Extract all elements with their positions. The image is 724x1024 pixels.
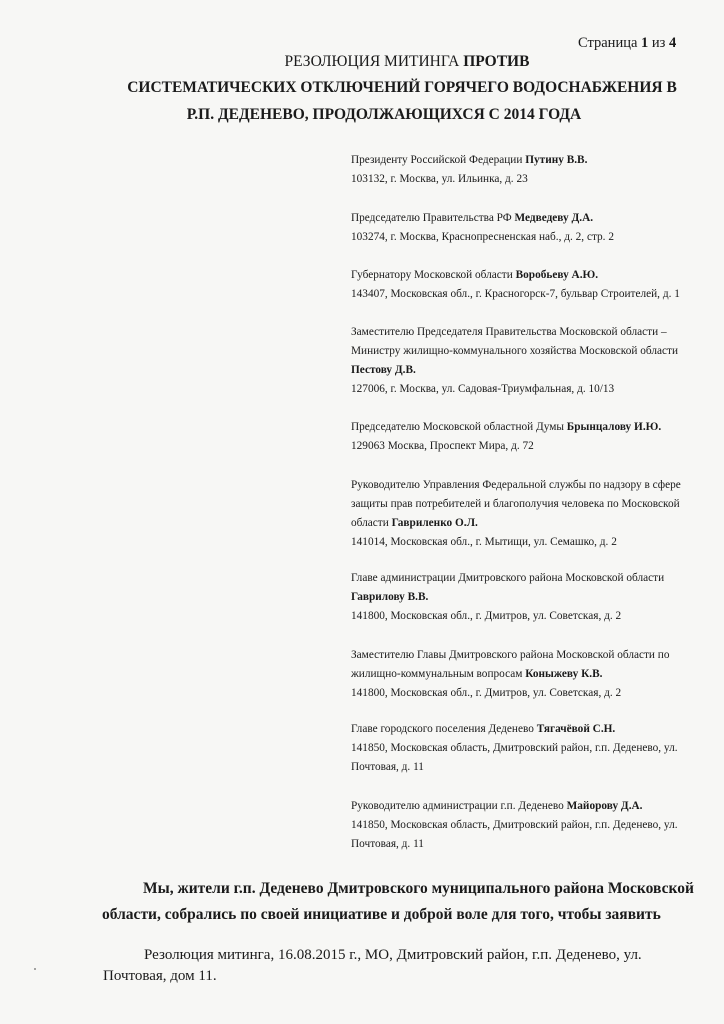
addressee-line — [351, 209, 691, 228]
addressee-line — [351, 228, 691, 247]
title-line-3: Р.П. ДЕДЕНЕВО, ПРОДОЛЖАЮЩИХСЯ С 2014 ГОДА — [186, 106, 582, 123]
addressee-line — [351, 816, 691, 835]
addressee-text: Заместителю Главы Дмитровского района Московской области по — [351, 649, 670, 661]
addressee-name: Путину В.В. — [525, 154, 588, 166]
addressee-name: Воробьеву А.Ю. — [515, 269, 599, 281]
addressee-line — [351, 380, 691, 399]
footer-line-2: Почтовая, дом 11. — [103, 968, 217, 984]
title-line-1 — [45, 53, 724, 71]
addressee-block — [351, 418, 691, 456]
addressee-name: Майорову Д.А. — [566, 800, 643, 812]
addressee-name: Тягачёвой С.Н. — [536, 723, 616, 735]
addressee-line — [351, 514, 691, 533]
addressee-name: Гавриленко О.Л. — [391, 517, 478, 529]
addressee-line — [351, 476, 691, 495]
addressee-block — [351, 266, 691, 304]
addressee-text: Главе администрации Дмитровского района Московской области — [351, 572, 665, 584]
addressee-text: Руководителю администрации г.п. Деденево — [351, 800, 567, 812]
page-number-sep: из — [648, 35, 670, 51]
addressee-text: 103274, г. Москва, Краснопресненская наб., д. 2, стр. 2 — [351, 231, 614, 243]
footer-line-1: Резолюция митинга, 16.08.2015 г., МО, Дмитровский район, г.п. Деденево, ул. — [144, 947, 642, 963]
addressee-block — [351, 151, 691, 189]
addressee-text: 129063 Москва, Проспект Мира, д. 72 — [351, 440, 534, 452]
addressee-block — [351, 720, 691, 777]
addressee-line — [351, 646, 691, 665]
addressee-name: Медведеву Д.А. — [514, 212, 594, 224]
addressee-line — [351, 151, 691, 170]
addressee-line — [351, 342, 691, 361]
title-line-1-bold: ПРОТИВ — [463, 53, 530, 70]
addressee-text: 141800, Московская обл., г. Дмитров, ул. Советская, д. 2 — [351, 687, 622, 699]
addressee-line — [351, 684, 691, 703]
addressee-text: Председателю Правительства РФ — [351, 212, 515, 224]
addressee-name: Гаврилову В.В. — [351, 591, 429, 603]
addressee-line — [351, 835, 691, 854]
addressee-text: Почтовая, д. 11 — [351, 761, 424, 773]
addressee-line — [351, 323, 691, 342]
body-line-2: области, собрались по своей инициативе и доброй воле для того, чтобы заявить — [102, 906, 661, 923]
addressee-line — [351, 797, 691, 816]
addressee-line — [351, 758, 691, 777]
addressee-line — [351, 361, 691, 380]
addressee-line — [351, 418, 691, 437]
addressee-text: 143407, Московская обл., г. Красногорск-7, бульвар Строителей, д. 1 — [351, 288, 680, 300]
addressee-text: Президенту Российской Федерации — [351, 154, 526, 166]
addressee-block — [351, 797, 691, 854]
addressee-line — [351, 495, 691, 514]
addressee-text: Председателю Московской областной Думы — [351, 421, 567, 433]
addressee-line — [351, 739, 691, 758]
title-line-1-regular: РЕЗОЛЮЦИЯ МИТИНГА — [284, 53, 464, 70]
addressee-text: Министру жилищно-коммунального хозяйства Московской области — [351, 345, 678, 357]
addressee-name: Пестову Д.В. — [351, 364, 416, 376]
addressee-text: Главе городского поселения Деденево — [351, 723, 537, 735]
addressee-line — [351, 170, 691, 189]
page-number-prefix: Страница — [578, 35, 642, 51]
page-number-total: 4 — [669, 35, 677, 51]
addressee-text: Губернатору Московской области — [351, 269, 516, 281]
addressee-line — [351, 569, 691, 588]
addressee-text: Руководителю Управления Федеральной службы по надзору в сфере — [351, 479, 681, 491]
title-line-2: СИСТЕМАТИЧЕСКИХ ОТКЛЮЧЕНИЙ ГОРЯЧЕГО ВОДОСНАБЖЕНИЯ В — [127, 79, 677, 96]
addressee-block — [351, 476, 691, 552]
page-number-current: 1 — [641, 35, 649, 51]
addressee-line — [351, 588, 691, 607]
addressee-line — [351, 607, 691, 626]
addressee-name: Коныжеву К.В. — [525, 668, 603, 680]
addressee-line — [351, 266, 691, 285]
addressee-text: 141850, Московская область, Дмитровский район, г.п. Деденево, ул. — [351, 742, 678, 754]
addressee-block — [351, 209, 691, 247]
addressee-line — [351, 285, 691, 304]
addressee-line — [351, 665, 691, 684]
addressee-text: 141850, Московская область, Дмитровский район, г.п. Деденево, ул. — [351, 819, 678, 831]
addressee-text: области — [351, 517, 392, 529]
addressee-text: Заместителю Председателя Правительства Московской области – — [351, 326, 667, 338]
addressee-text: 141800, Московская обл., г. Дмитров, ул. Советская, д. 2 — [351, 610, 622, 622]
addressee-name: Брынцалову И.Ю. — [566, 421, 662, 433]
addressee-text: защиты прав потребителей и благополучия человека по Московской — [351, 498, 680, 510]
addressee-line — [351, 720, 691, 739]
addressee-line — [351, 533, 691, 552]
addressee-text: 141014, Московская обл., г. Мытищи, ул. Семашко, д. 2 — [351, 536, 617, 548]
addressee-line — [351, 437, 691, 456]
addressee-block — [351, 323, 691, 399]
addressee-text: 103132, г. Москва, ул. Ильинка, д. 23 — [351, 173, 528, 185]
addressee-block — [351, 646, 691, 703]
body-line-1: Мы, жители г.п. Деденево Дмитровского муниципального района Московской — [143, 880, 694, 897]
addressee-block — [351, 569, 691, 626]
addressee-text: Почтовая, д. 11 — [351, 838, 424, 850]
addressee-text: 127006, г. Москва, ул. Садовая-Триумфальная, д. 10/13 — [351, 383, 615, 395]
page-number — [578, 35, 676, 52]
scan-speck — [34, 968, 36, 970]
addressee-text: жилищно-коммунальным вопросам — [351, 668, 526, 680]
